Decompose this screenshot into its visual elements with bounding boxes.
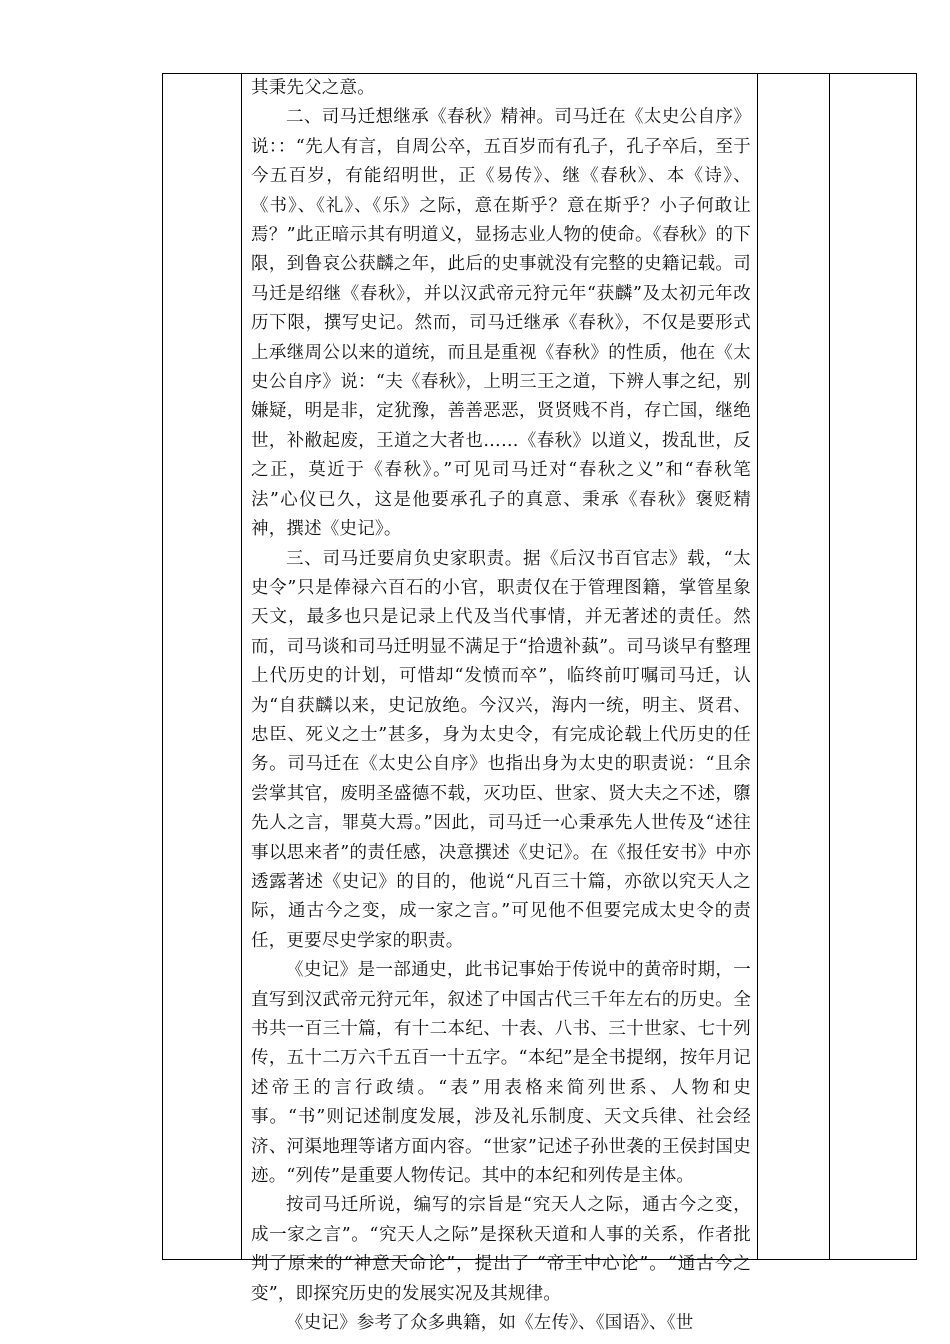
content-cell — [241, 74, 757, 1334]
table-frame — [162, 73, 917, 1334]
paragraph-1: 其秉先父之意。 — [251, 78, 375, 98]
left-empty-cell — [163, 74, 241, 1259]
right-empty-cell-1 — [757, 74, 829, 1259]
paragraph-3: 三、司马迁要肩负史家职责。据《后汉书百官志》载，“太史令”只是俸禄六百石的小官，职责仅在于管理图籍，掌管星象天文，最多也只是记录上代及当代事情，并无著述的责任。然而，司马谈和司马迁明显不满足于“拾遗补蓺”。司马谈早有整理上代历史的计划，可惜却“发愤而卒”，临终前叮嘱司马迁，认为“自获麟以来，史记放绝。今汉兴，海内一统，明主、贤君、忠臣、死义之士”甚多，身为太史令，有完成论载上代历史的任务。司马迁在《太史公自序》也指出身为太史的职责说：“且余尝掌其官，废明圣盛德不载，灭功臣、世家、贤大夫之不述，隳先人之言，罪莫大焉。”因此，司马迁一心秉承先人世传及“述往事以思来者”的责任感，决意撰述《史记》。在《报任安书》中亦透露著述《史记》的目的，他说“凡百三十篇，亦欲以究天人之际，通古今之变，成一家之言。”可见他不但要完成太史令的责任，更要尽史学家的职责。 — [251, 548, 751, 951]
right-empty-cell-2 — [829, 74, 916, 1259]
paragraph-4: 《史记》是一部通史，此书记事始于传说中的黄帝时期，一直写到汉武帝元狩元年，叙述了中国古代三千年左右的历史。全书共一百三十篇，有十二本纪、十表、八书、三十世家、七十列传，五十二万六千五百一十五字。“本纪”是全书提纲，按年月记述帝王的言行政绩。“表”用表格来简列世系、人物和史事。“书”则记述制度发展，涉及礼乐制度、天文兵律、社会经济、河渠地理等诸方面内容。“世家”记述子孙世袭的王侯封国史迹。“列传”是重要人物传记。其中的本纪和列传是主体。 — [251, 960, 751, 1187]
paragraph-6: 《史记》参考了众多典籍，如《左传》、《国语》、《世 — [286, 1313, 694, 1334]
paragraph-5: 按司马迁所说，编写的宗旨是“究天人之际，通古今之变，成一家之言”。“究天人之际”是探秋天道和人事的关系，作者批判了原来的“神意天命论”，提出了 “帝王中心论”。“通古今之变”，即探究历史的发展实况及其规律。 — [251, 1195, 751, 1304]
paragraph-2: 二、司马迁想继承《春秋》精神。司马迁在《太史公自序》说：：“先人有言，自周公卒，五百岁而有孔子，孔子卒后，至于今五百岁，有能绍明世，正《易传》、继《春秋》、本《诗》、《书》、《礼》、《乐》之际，意在斯乎？意在斯乎？小子何敢让焉？”此正暗示其有明道义，显扬志业人物的使命。《春秋》的下限，到鲁哀公获麟之年，此后的史事就没有完整的史籍记载。司马迁是绍继《春秋》，并以汉武帝元狩元年“获麟”及太初元年改历下限，撰写史记。然而，司马迁继承《春秋》，不仅是要形式上承继周公以来的道统，而且是重视《春秋》的性质，他在《太史公自序》说：“夫《春秋》，上明三王之道，下辨人事之纪，别嫌疑，明是非，定犹豫，善善恶恶，贤贤贱不肖，存亡国，继绝世，补敝起废，王道之大者也……《春秋》以道义，拨乱世，反之正，莫近于《春秋》。”可见司马迁对“春秋之义”和“春秋笔法”心仪已久，这是他要承孔子的真意、秉承《春秋》褒贬精神，撰述《史记》。 — [251, 107, 751, 540]
